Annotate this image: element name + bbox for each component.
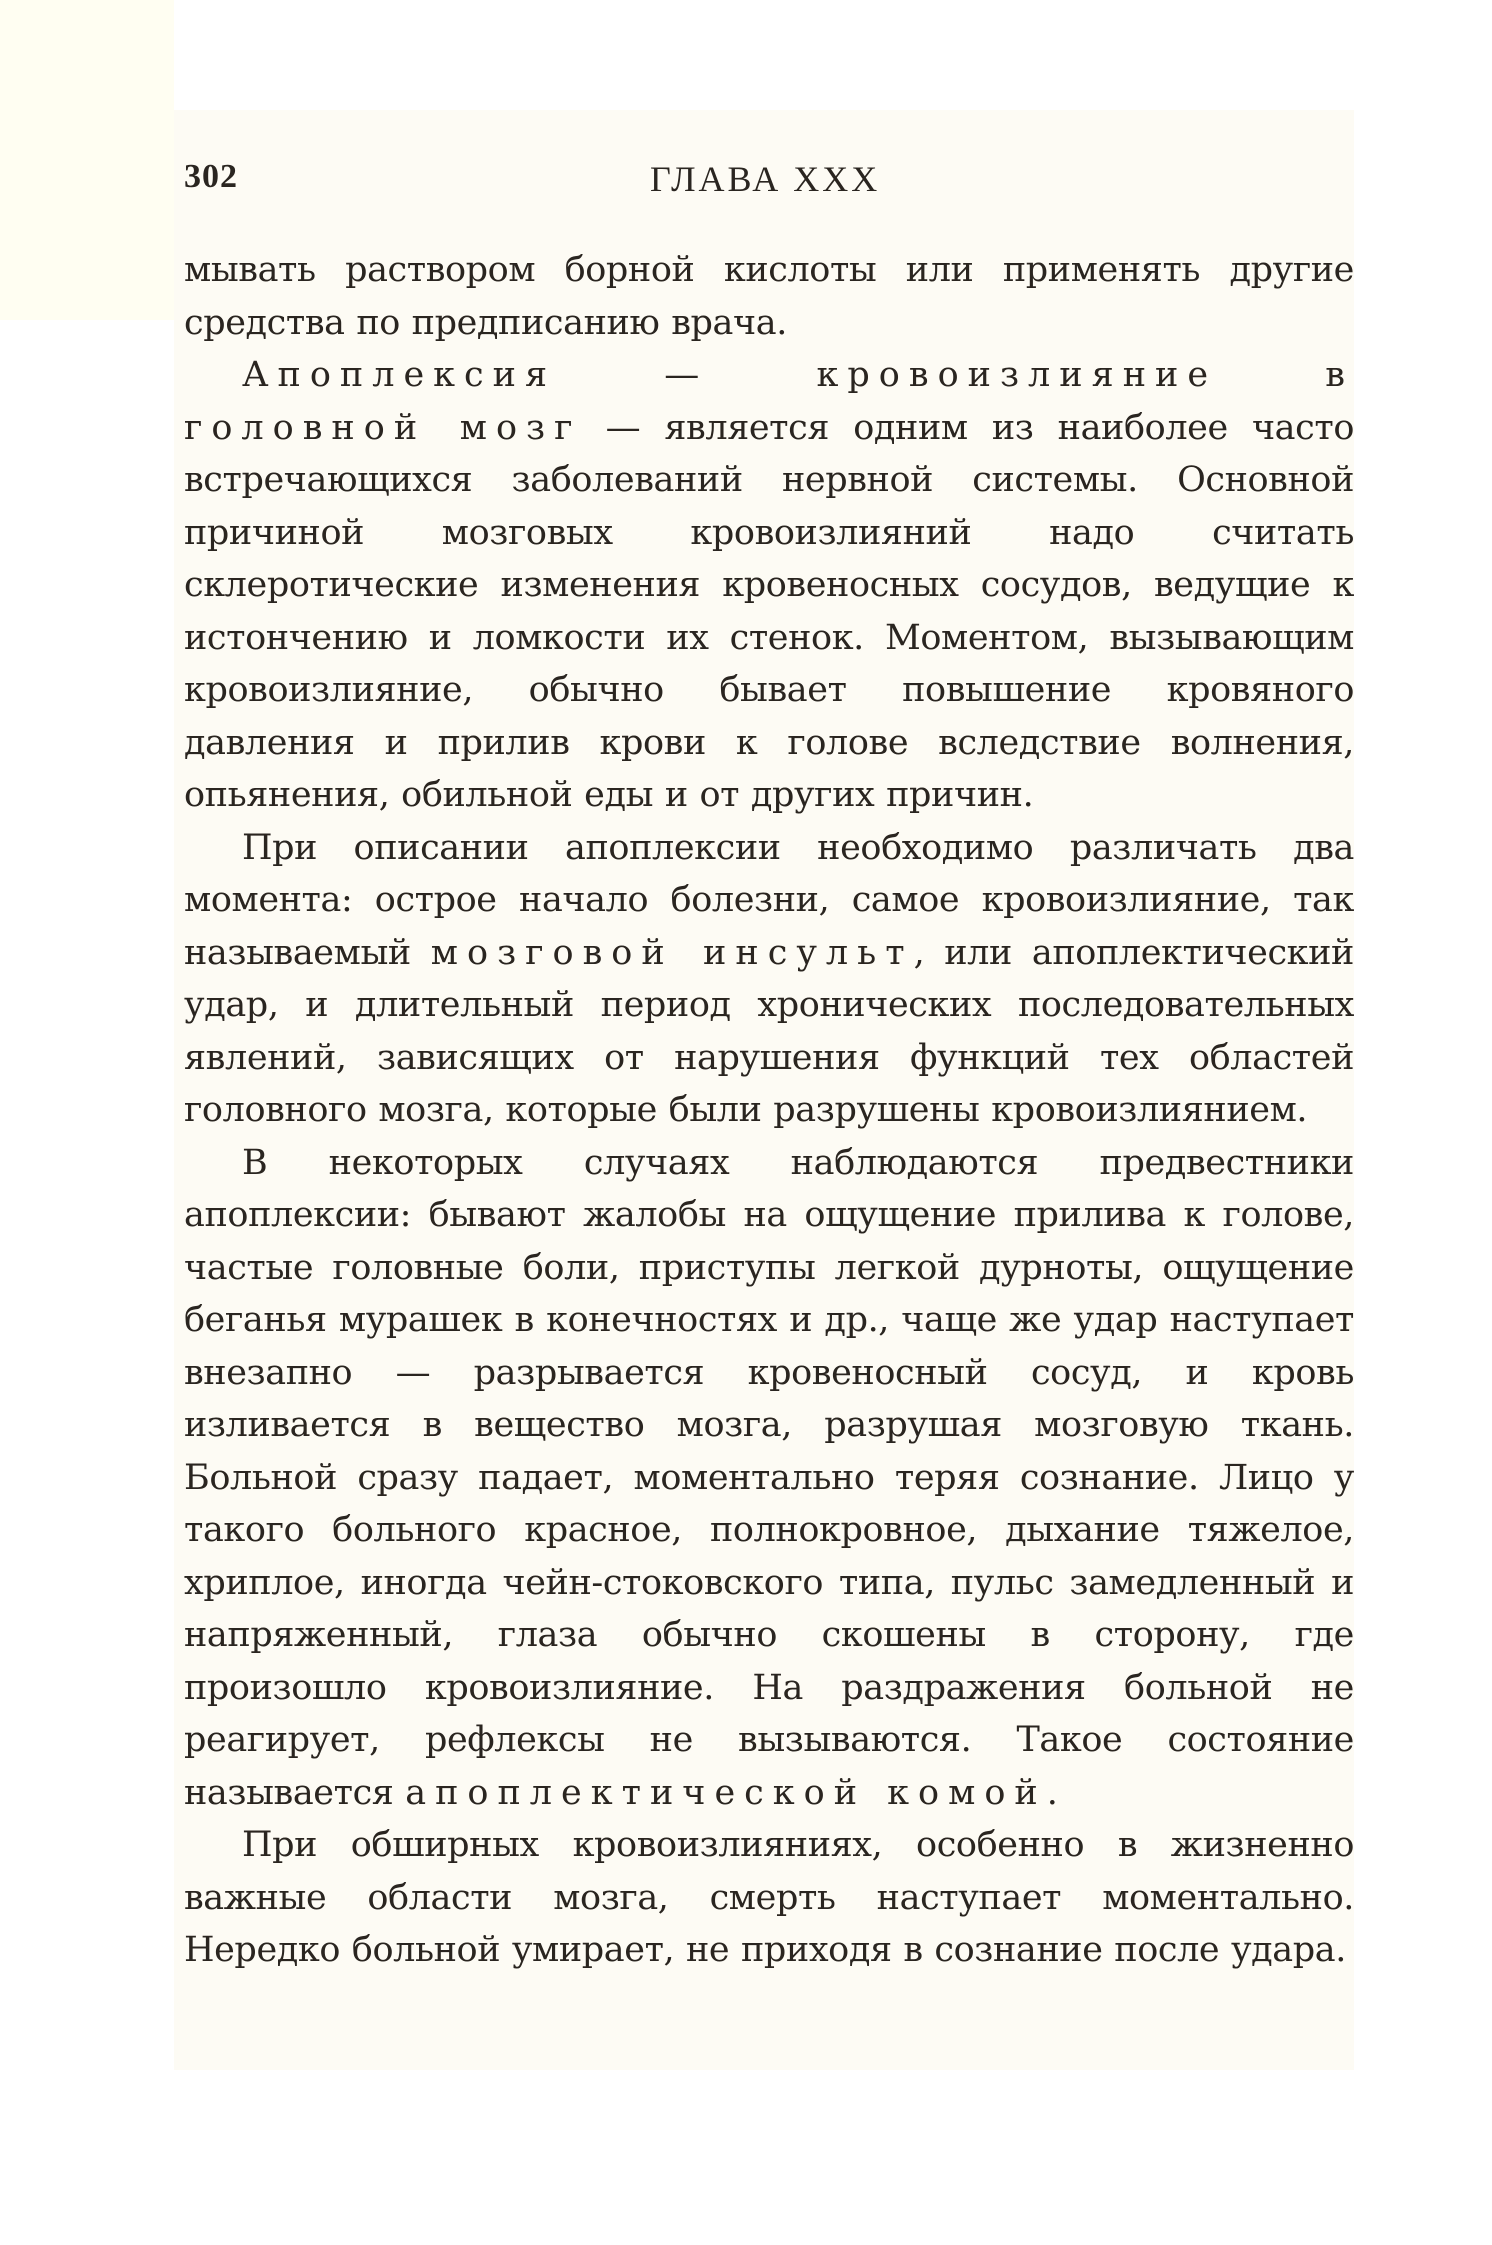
spaced-term: Апоплексия — кровоизлияние в головной мозг [184, 355, 1354, 448]
paragraph-continuation [184, 244, 1354, 349]
paragraph-text: В некоторых случаях наблюдаются предвестники апоплексии: бывают жалобы на ощущение прилива к голове, частые головные боли, приступы легкой дурноты, ощущение беганья мурашек в конечностях и др., чаще же удар наступает внезапно — разрывается кровеносный сосуд, и кровь изливается в вещество мозга, разрушая мозговую ткань. Больной сразу падает, моментально теряя сознание. Лицо у такого больного красное, полнокровное, дыхание тяжелое, хриплое, иногда чейн-стоковского типа, пульс замедленный и напряженный, глаза обычно скошены в сторону, где произошло кровоизлияние. На раздражения больной не реагирует, рефлексы не вызываются. Такое состояние называется [184, 1142, 1354, 1813]
paragraph-text: . [1046, 1772, 1058, 1813]
paragraph-symptoms [184, 1137, 1354, 1820]
paragraph-outcome [184, 1819, 1354, 1977]
body-text [184, 244, 1354, 1977]
chapter-title: ГЛАВА XXX [650, 159, 881, 199]
running-head [174, 158, 1354, 208]
paragraph-stroke-description [184, 822, 1354, 1137]
paragraph-apoplexy-definition [184, 349, 1354, 822]
paragraph-text: мывать раствором борной кислоты или применять другие средства по предписанию врача. [184, 250, 1354, 343]
page-margin [0, 0, 174, 320]
page-number: 302 [184, 158, 238, 195]
spaced-term: апоплектической комой [405, 1772, 1047, 1813]
paragraph-text: При обширных кровоизлияниях, особенно в жизненно важные области мозга, смерть наступает моментально. Нередко больной умирает, не приходя в сознание после удара. [184, 1825, 1354, 1970]
paragraph-text: При описании апоплексии необходимо различать два момента: острое начало болезни, самое кровоизлияние, так называемый [184, 827, 1354, 973]
spaced-term: мозговой инсульт [430, 932, 914, 973]
paragraph-text: — является одним из наиболее часто встречающихся заболеваний нервной системы. Основной причиной мозговых кровоизлияний надо считать склеротические изменения кровеносных сосудов, ведущие к истончению и ломкости их стенок. Моментом, вызывающим кровоизлияние, обычно бывает повышение кровяного давления и прилив крови к голове вследствие волнения, опьянения, обильной еды и от других причин. [184, 407, 1354, 815]
paragraph-text: , или апоплектический удар, и длительный период хронических последовательных явлений, зависящих от нарушения функций тех областей головного мозга, которые были разрушены кровоизлиянием. [184, 932, 1354, 1130]
